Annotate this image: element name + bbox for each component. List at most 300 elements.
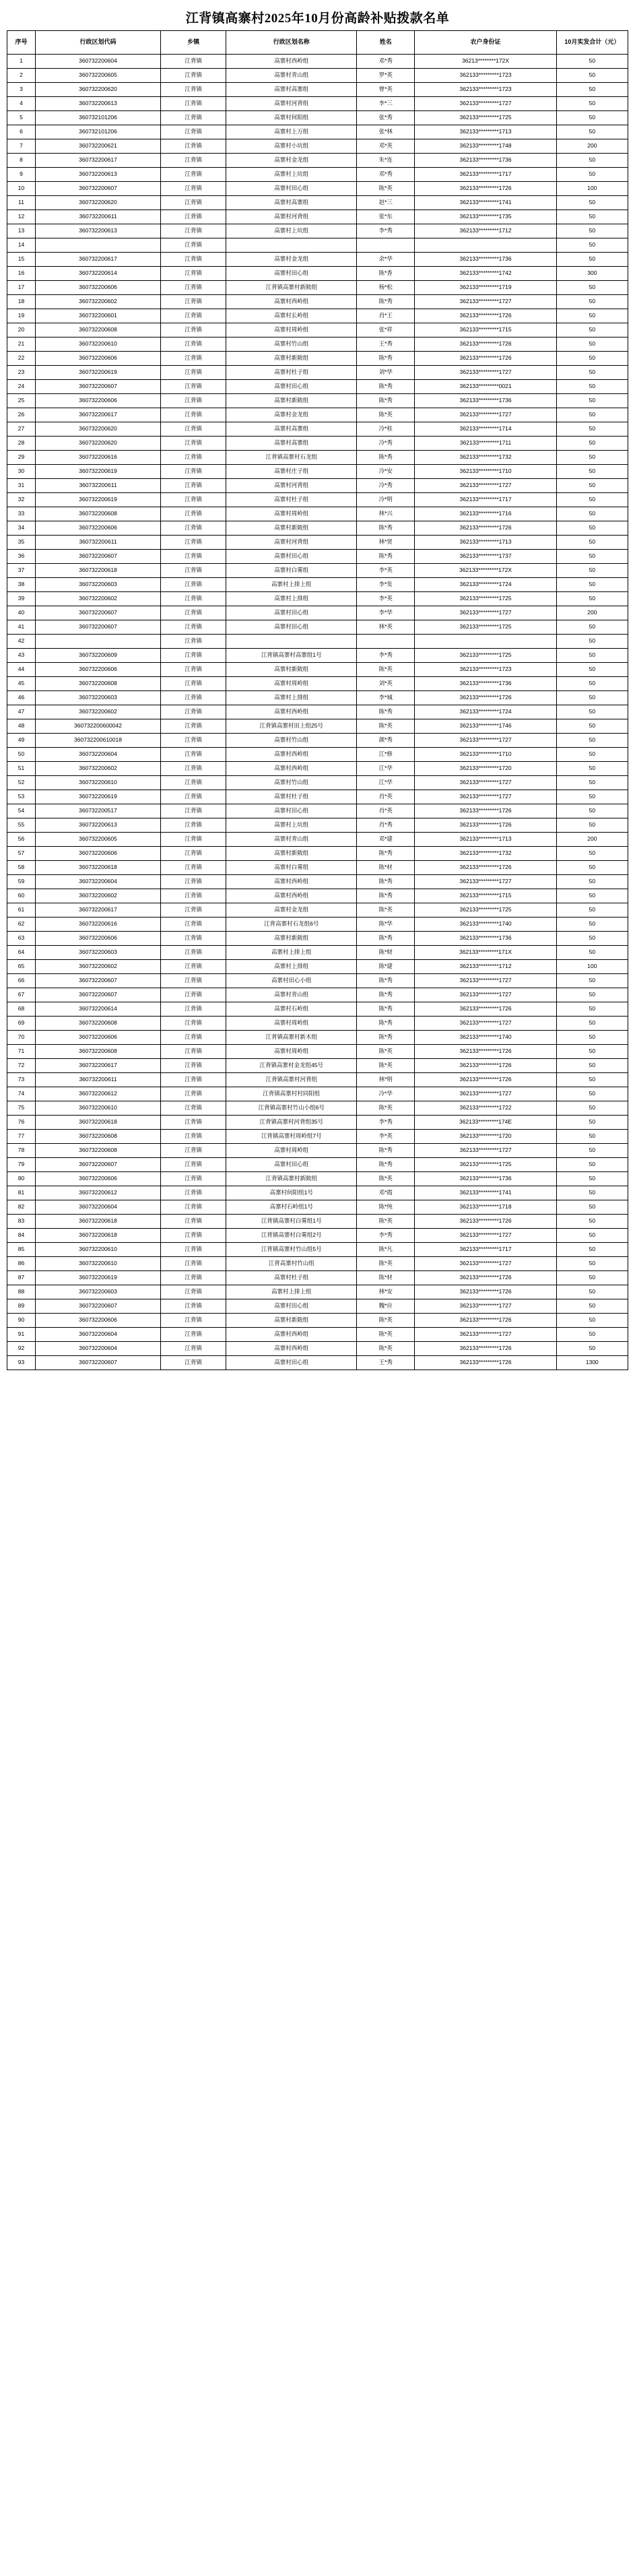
cell-id-number: 362133*********1726: [415, 521, 556, 536]
cell-index: 51: [7, 762, 36, 776]
cell-id-number: 362133*********1736: [415, 932, 556, 946]
cell-id-number: 362133*********1725: [415, 620, 556, 635]
table-header-row: [7, 31, 628, 55]
cell-amount: 200: [556, 139, 628, 154]
cell-id-number: 362133*********1727: [415, 790, 556, 804]
table-row: [7, 309, 628, 323]
table-row: [7, 1257, 628, 1271]
cell-name: 陈*秀: [357, 1158, 415, 1172]
cell-index: 47: [7, 705, 36, 719]
cell-township: 江背镇: [160, 578, 226, 592]
cell-amount: 50: [556, 776, 628, 790]
cell-division-name: 高寨村杜子组: [226, 1271, 357, 1285]
cell-division-code: 360732200610: [36, 337, 161, 352]
cell-division-code: 360732200617: [36, 903, 161, 917]
cell-index: 11: [7, 196, 36, 210]
cell-township: 江背镇: [160, 154, 226, 168]
cell-division-name: [226, 238, 357, 253]
cell-township: 江背镇: [160, 97, 226, 111]
cell-index: 83: [7, 1215, 36, 1229]
cell-index: 87: [7, 1271, 36, 1285]
cell-township: 江背镇: [160, 1200, 226, 1215]
cell-township: 江背镇: [160, 309, 226, 323]
cell-index: 22: [7, 352, 36, 366]
cell-index: 41: [7, 620, 36, 635]
cell-index: 35: [7, 536, 36, 550]
cell-id-number: [415, 238, 556, 253]
cell-id-number: 362133*********1725: [415, 1158, 556, 1172]
cell-township: 江背镇: [160, 550, 226, 564]
cell-amount: 50: [556, 1229, 628, 1243]
cell-division-name: 江背镇高寨村河背组: [226, 1073, 357, 1087]
cell-id-number: 362133*********1718: [415, 1200, 556, 1215]
cell-division-code: 360732200620: [36, 83, 161, 97]
table-row: [7, 55, 628, 69]
cell-division-code: 360732200604: [36, 55, 161, 69]
cell-division-code: 360732200607: [36, 1356, 161, 1370]
cell-township: 江背镇: [160, 1243, 226, 1257]
cell-amount: 50: [556, 1031, 628, 1045]
cell-name: 冷*华: [357, 1087, 415, 1101]
cell-division-code: [36, 238, 161, 253]
cell-index: 36: [7, 550, 36, 564]
cell-township: 江背镇: [160, 1017, 226, 1031]
cell-division-name: 高寨村白雾组: [226, 564, 357, 578]
cell-name: 陈*秀: [357, 380, 415, 394]
cell-name: 冷*明: [357, 493, 415, 507]
cell-division-code: 360732200610: [36, 1243, 161, 1257]
cell-id-number: 362133*********1726: [415, 1342, 556, 1356]
cell-amount: 50: [556, 111, 628, 125]
cell-division-name: 高寨村高寨组: [226, 437, 357, 451]
cell-township: 江背镇: [160, 408, 226, 422]
cell-division-code: 360732200603: [36, 946, 161, 960]
cell-division-name: 高寨村上排组: [226, 691, 357, 705]
cell-name: 李*发: [357, 578, 415, 592]
cell-id-number: 362133*********1737: [415, 550, 556, 564]
cell-amount: 50: [556, 1314, 628, 1328]
cell-division-name: 高寨村田心组: [226, 1158, 357, 1172]
cell-index: 3: [7, 83, 36, 97]
cell-name: 李*英: [357, 1130, 415, 1144]
cell-division-code: 360732200602: [36, 295, 161, 309]
cell-amount: 50: [556, 281, 628, 295]
cell-division-code: 360732200619: [36, 366, 161, 380]
cell-township: 江背镇: [160, 83, 226, 97]
cell-township: 江背镇: [160, 422, 226, 437]
cell-name: 张*东: [357, 210, 415, 224]
cell-township: 江背镇: [160, 649, 226, 663]
table-row: [7, 719, 628, 734]
cell-id-number: 362133*********1717: [415, 493, 556, 507]
table-row: [7, 97, 628, 111]
cell-division-code: 360732200612: [36, 1186, 161, 1200]
cell-index: 2: [7, 69, 36, 83]
cell-division-code: 360732200607: [36, 550, 161, 564]
cell-index: 20: [7, 323, 36, 337]
cell-id-number: 362133*********1727: [415, 1299, 556, 1314]
table-row: [7, 437, 628, 451]
cell-division-name: 高寨村上排组: [226, 592, 357, 606]
cell-index: 45: [7, 677, 36, 691]
cell-amount: 50: [556, 1158, 628, 1172]
cell-name: 陈*英: [357, 663, 415, 677]
cell-division-code: 360732200613: [36, 224, 161, 238]
cell-name: 陈*香: [357, 267, 415, 281]
cell-division-name: 高寨村石岭组: [226, 1002, 357, 1017]
cell-division-code: 360732200608: [36, 323, 161, 337]
table-row: [7, 1144, 628, 1158]
cell-index: 15: [7, 253, 36, 267]
table-row: [7, 804, 628, 818]
table-row: [7, 1087, 628, 1101]
cell-name: 陈*英: [357, 1257, 415, 1271]
cell-division-name: 高寨村新陂组: [226, 932, 357, 946]
cell-name: [357, 635, 415, 649]
cell-township: 江背镇: [160, 705, 226, 719]
cell-index: 21: [7, 337, 36, 352]
cell-division-code: 360732200618: [36, 1215, 161, 1229]
cell-division-code: 360732200607: [36, 182, 161, 196]
cell-division-name: 高寨村周岭组: [226, 507, 357, 521]
cell-index: 80: [7, 1172, 36, 1186]
cell-amount: 50: [556, 1002, 628, 1017]
cell-amount: 50: [556, 1285, 628, 1299]
cell-amount: 50: [556, 1045, 628, 1059]
cell-division-code: 360732200607: [36, 620, 161, 635]
cell-name: 邓*英: [357, 139, 415, 154]
cell-amount: 50: [556, 974, 628, 988]
cell-id-number: 362133*********1726: [415, 1073, 556, 1087]
cell-division-name: 高寨村新陂组: [226, 663, 357, 677]
cell-name: 陈*秀: [357, 295, 415, 309]
cell-division-name: 高寨村田心组: [226, 267, 357, 281]
cell-amount: 50: [556, 394, 628, 408]
cell-division-name: 高寨村田心组: [226, 550, 357, 564]
table-row: [7, 1299, 628, 1314]
cell-township: 江背镇: [160, 1059, 226, 1073]
cell-division-name: 高寨村新陂组: [226, 847, 357, 861]
cell-division-code: 360732200619: [36, 493, 161, 507]
cell-amount: 50: [556, 1087, 628, 1101]
cell-amount: 50: [556, 437, 628, 451]
cell-id-number: 362133*********1726: [415, 1002, 556, 1017]
cell-id-number: 362133*********1713: [415, 833, 556, 847]
cell-name: 王*秀: [357, 1356, 415, 1370]
cell-division-name: 高寨村金龙组: [226, 253, 357, 267]
cell-id-number: 362133*********1736: [415, 154, 556, 168]
cell-name: 陈*秀: [357, 394, 415, 408]
cell-division-name: 江背镇高寨村新木组: [226, 1031, 357, 1045]
cell-amount: 50: [556, 451, 628, 465]
cell-name: 江*修: [357, 748, 415, 762]
cell-township: 江背镇: [160, 677, 226, 691]
cell-index: 88: [7, 1285, 36, 1299]
cell-index: 74: [7, 1087, 36, 1101]
cell-index: 78: [7, 1144, 36, 1158]
cell-township: 江背镇: [160, 295, 226, 309]
cell-division-name: 高寨村上排上组: [226, 1285, 357, 1299]
cell-index: 53: [7, 790, 36, 804]
cell-amount: 50: [556, 903, 628, 917]
cell-id-number: 362133*********1727: [415, 1229, 556, 1243]
cell-amount: 50: [556, 818, 628, 833]
cell-township: 江背镇: [160, 691, 226, 705]
cell-division-code: 360732200617: [36, 408, 161, 422]
table-row: [7, 974, 628, 988]
cell-township: 江背镇: [160, 55, 226, 69]
cell-division-code: 360732200517: [36, 804, 161, 818]
cell-division-code: 360732200616: [36, 451, 161, 465]
cell-division-code: 360732200606: [36, 932, 161, 946]
cell-township: 江背镇: [160, 1172, 226, 1186]
cell-id-number: 362133*********1732: [415, 451, 556, 465]
cell-id-number: 362133*********1727: [415, 974, 556, 988]
cell-township: 江背镇: [160, 380, 226, 394]
cell-division-name: 江背镇高寨村村同阳组: [226, 1087, 357, 1101]
cell-index: 90: [7, 1314, 36, 1328]
cell-division-name: 高寨村西岭组: [226, 748, 357, 762]
cell-name: 陈*英: [357, 1342, 415, 1356]
cell-amount: 50: [556, 1116, 628, 1130]
cell-amount: 50: [556, 705, 628, 719]
page-title: 江背镇高寨村2025年10月份高龄补贴拨款名单: [185, 11, 450, 26]
cell-name: 朱*连: [357, 154, 415, 168]
column-header-township: 乡镇: [160, 31, 226, 55]
cell-amount: 50: [556, 125, 628, 139]
cell-amount: 50: [556, 1299, 628, 1314]
cell-division-name: 江背高寨村竹山组: [226, 1257, 357, 1271]
cell-name: 刘*华: [357, 366, 415, 380]
cell-township: 江背镇: [160, 889, 226, 903]
table-row: [7, 69, 628, 83]
cell-division-name: 江背镇高寨村田上组25号: [226, 719, 357, 734]
table-row: [7, 295, 628, 309]
table-row: [7, 606, 628, 620]
cell-division-code: 360732200600042: [36, 719, 161, 734]
cell-township: 江背镇: [160, 1045, 226, 1059]
cell-township: 江背镇: [160, 168, 226, 182]
cell-township: 江背镇: [160, 69, 226, 83]
cell-index: 71: [7, 1045, 36, 1059]
cell-id-number: 362133*********1724: [415, 705, 556, 719]
cell-name: 李*秀: [357, 1229, 415, 1243]
cell-id-number: 362133*********1719: [415, 281, 556, 295]
cell-id-number: 362133*********1727: [415, 988, 556, 1002]
cell-name: 陈*凡: [357, 1243, 415, 1257]
cell-division-name: 高寨村杜子组: [226, 493, 357, 507]
cell-id-number: 362133*********1723: [415, 663, 556, 677]
cell-division-name: 高寨村西岭组: [226, 705, 357, 719]
table-row: [7, 1158, 628, 1172]
table-row: [7, 635, 628, 649]
cell-name: 陈*英: [357, 903, 415, 917]
cell-division-name: 高寨村周岭组: [226, 1045, 357, 1059]
cell-division-code: 360732200609: [36, 649, 161, 663]
cell-division-code: 360732200614: [36, 267, 161, 281]
table-row: [7, 125, 628, 139]
column-header-index: 序号: [7, 31, 36, 55]
cell-township: 江背镇: [160, 1314, 226, 1328]
cell-division-name: 高寨村高寨组: [226, 422, 357, 437]
cell-amount: 50: [556, 168, 628, 182]
cell-division-code: 360732200601: [36, 309, 161, 323]
cell-index: 8: [7, 154, 36, 168]
cell-amount: 50: [556, 649, 628, 663]
cell-division-name: 高寨村杜子组: [226, 790, 357, 804]
cell-division-code: 360732200605: [36, 833, 161, 847]
cell-index: 12: [7, 210, 36, 224]
cell-id-number: 362133*********1726: [415, 1314, 556, 1328]
cell-division-code: 360732200612: [36, 1087, 161, 1101]
cell-id-number: 362133*********1714: [415, 422, 556, 437]
cell-index: 37: [7, 564, 36, 578]
cell-index: 39: [7, 592, 36, 606]
cell-id-number: 362133*********1736: [415, 677, 556, 691]
cell-township: 江背镇: [160, 1087, 226, 1101]
cell-name: 冷*秀: [357, 479, 415, 493]
cell-amount: 50: [556, 238, 628, 253]
cell-amount: 50: [556, 210, 628, 224]
cell-id-number: 362133*********1720: [415, 762, 556, 776]
table-row: [7, 380, 628, 394]
cell-amount: 200: [556, 606, 628, 620]
cell-amount: 50: [556, 861, 628, 875]
table-row: [7, 1116, 628, 1130]
cell-division-code: 360732200608: [36, 677, 161, 691]
cell-name: 陈*秀: [357, 932, 415, 946]
cell-amount: 50: [556, 295, 628, 309]
cell-id-number: 362133*********1726: [415, 818, 556, 833]
cell-amount: 50: [556, 253, 628, 267]
cell-amount: 50: [556, 932, 628, 946]
cell-index: 92: [7, 1342, 36, 1356]
cell-id-number: 362133*********1727: [415, 1257, 556, 1271]
cell-division-name: 高寨村西岭组: [226, 889, 357, 903]
cell-amount: 50: [556, 1342, 628, 1356]
cell-id-number: 362133*********1727: [415, 776, 556, 790]
cell-township: 江背镇: [160, 903, 226, 917]
cell-township: 江背镇: [160, 606, 226, 620]
cell-township: 江背镇: [160, 790, 226, 804]
cell-id-number: 362133*********1727: [415, 606, 556, 620]
cell-index: 58: [7, 861, 36, 875]
cell-amount: 50: [556, 988, 628, 1002]
cell-township: 江背镇: [160, 988, 226, 1002]
cell-name: 林*兴: [357, 507, 415, 521]
table-row: [7, 451, 628, 465]
cell-division-name: 高寨村河背组: [226, 479, 357, 493]
cell-township: 江背镇: [160, 804, 226, 818]
cell-division-code: 360732200610: [36, 776, 161, 790]
cell-amount: 50: [556, 366, 628, 380]
cell-name: 张*林: [357, 125, 415, 139]
table-row: [7, 366, 628, 380]
cell-name: 陈*英: [357, 1059, 415, 1073]
cell-division-name: 高寨村上坑组: [226, 818, 357, 833]
cell-index: 70: [7, 1031, 36, 1045]
cell-name: 陈*秀: [357, 988, 415, 1002]
cell-amount: 50: [556, 422, 628, 437]
cell-amount: 50: [556, 1073, 628, 1087]
cell-id-number: 362133*********1727: [415, 1328, 556, 1342]
cell-name: 陈*秀: [357, 521, 415, 536]
cell-township: 江背镇: [160, 1130, 226, 1144]
cell-amount: 50: [556, 154, 628, 168]
cell-index: 84: [7, 1229, 36, 1243]
table-row: [7, 1186, 628, 1200]
cell-index: 93: [7, 1356, 36, 1370]
cell-id-number: 362133*********1736: [415, 394, 556, 408]
cell-id-number: 362133*********1741: [415, 1186, 556, 1200]
cell-id-number: 362133*********1726: [415, 691, 556, 705]
column-header-id-number: 农户身份证: [415, 31, 556, 55]
cell-index: 63: [7, 932, 36, 946]
cell-id-number: 362133*********1726: [415, 1045, 556, 1059]
table-row: [7, 1073, 628, 1087]
cell-name: 冷*秀: [357, 437, 415, 451]
cell-name: 陈*秀: [357, 705, 415, 719]
cell-division-name: 高寨村金龙组: [226, 903, 357, 917]
cell-township: 江背镇: [160, 111, 226, 125]
cell-division-code: 360732200617: [36, 154, 161, 168]
cell-amount: 1300: [556, 1356, 628, 1370]
cell-index: 16: [7, 267, 36, 281]
cell-id-number: 362133*********1726: [415, 1215, 556, 1229]
cell-amount: 50: [556, 479, 628, 493]
cell-index: 57: [7, 847, 36, 861]
table-row: [7, 649, 628, 663]
table-row: [7, 932, 628, 946]
cell-name: 陈*英: [357, 1314, 415, 1328]
cell-index: 25: [7, 394, 36, 408]
cell-name: 肖*英: [357, 790, 415, 804]
column-header-division-code: 行政区划代码: [36, 31, 161, 55]
cell-division-name: 高寨村周岭组: [226, 323, 357, 337]
cell-name: 陈*秀: [357, 1031, 415, 1045]
cell-township: 江背镇: [160, 139, 226, 154]
cell-division-code: 360732200611: [36, 1073, 161, 1087]
cell-division-name: 高寨村上万组: [226, 125, 357, 139]
cell-township: 江背镇: [160, 861, 226, 875]
cell-township: 江背镇: [160, 281, 226, 295]
cell-amount: 50: [556, 875, 628, 889]
cell-index: 89: [7, 1299, 36, 1314]
cell-amount: 50: [556, 352, 628, 366]
cell-index: 86: [7, 1257, 36, 1271]
cell-index: 75: [7, 1101, 36, 1116]
cell-township: 江背镇: [160, 932, 226, 946]
cell-amount: 50: [556, 97, 628, 111]
cell-division-name: 高寨村高寨组: [226, 196, 357, 210]
cell-division-name: 高寨村白雾组: [226, 861, 357, 875]
table-row: [7, 521, 628, 536]
cell-index: 72: [7, 1059, 36, 1073]
cell-township: 江背镇: [160, 974, 226, 988]
cell-index: 4: [7, 97, 36, 111]
cell-name: [357, 238, 415, 253]
cell-township: 江背镇: [160, 210, 226, 224]
cell-division-name: 高寨村田心组: [226, 606, 357, 620]
cell-amount: 50: [556, 1144, 628, 1158]
cell-division-name: 高寨村高寨组: [226, 83, 357, 97]
cell-id-number: 362133*********1726: [415, 182, 556, 196]
cell-amount: 50: [556, 323, 628, 337]
cell-name: 陈*英: [357, 408, 415, 422]
cell-division-name: 高寨村河背组: [226, 97, 357, 111]
cell-name: 李*英: [357, 592, 415, 606]
cell-index: 76: [7, 1116, 36, 1130]
